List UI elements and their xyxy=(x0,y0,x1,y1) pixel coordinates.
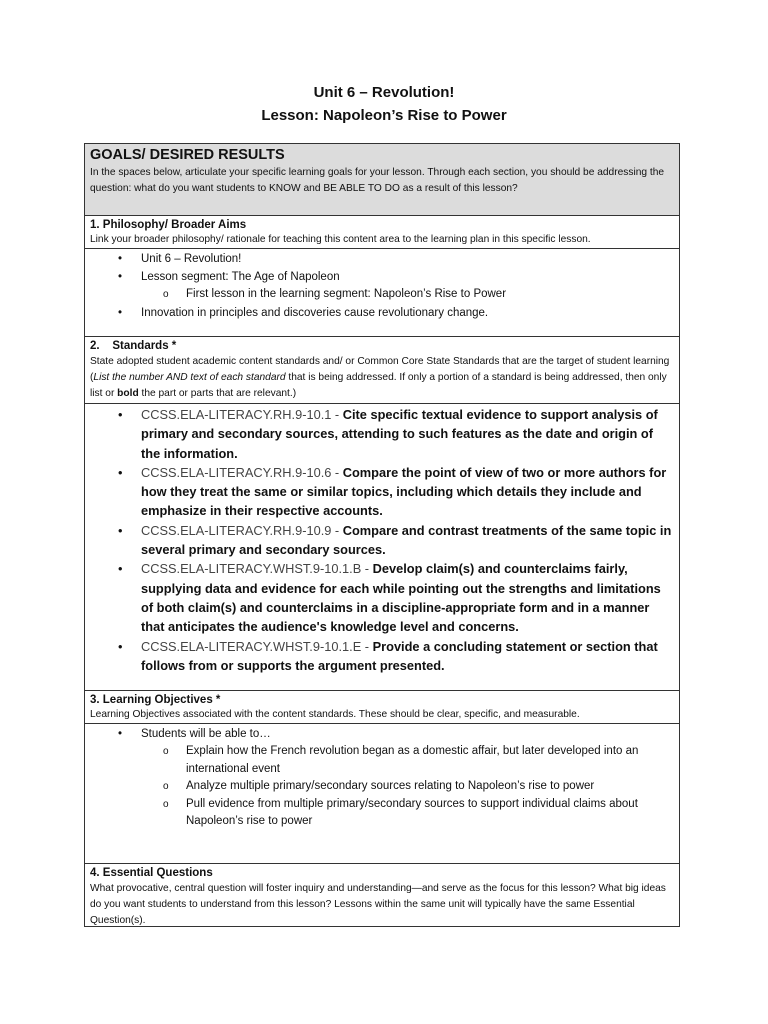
sub-list-item: o Pull evidence from multiple primary/secondary sources to support individual claims about Napoleon’s rise to power xyxy=(141,796,674,831)
list-item-text: Students will be able to… xyxy=(141,728,271,740)
lesson-title: Lesson: Napoleon’s Rise to Power xyxy=(261,107,507,124)
philosophy-content xyxy=(85,248,679,336)
standard-code: CCSS.ELA-LITERACY.WHST.9-10.1.E xyxy=(141,638,362,654)
philosophy-heading: 1. Philosophy/ Broader Aims xyxy=(90,219,247,231)
essential-questions-heading: 4. Essential Questions xyxy=(90,867,213,879)
standards-content xyxy=(85,403,679,690)
standard-item: • CCSS.ELA-LITERACY.RH.9-10.1 - Cite specific textual evidence to support analysis of primary and secondary sources, attending to such features as the date and origin of the information. xyxy=(90,405,674,463)
standard-item: • CCSS.ELA-LITERACY.WHST.9-10.1.B - Develop claim(s) and counterclaims fairly, supplying data and evidence for each while pointing out the strengths and limitations of both claim(s) and counterclaims in a discipline-appropriate form and in a manner that anticipates the audience's knowledge level and concerns. xyxy=(90,559,674,636)
sub-list-item: o First lesson in the learning segment: Napoleon’s Rise to Power xyxy=(141,286,674,304)
objectives-description: Learning Objectives associated with the content standards. These should be clear, specific, and measurable. xyxy=(90,709,580,720)
essential-questions-description: What provocative, central question will foster inquiry and understanding—and serve as the focus for this lesson? What big ideas do you want students to understand from this lesson? Lessons within the same unit will typically have the same Essential Question(s). xyxy=(90,883,666,926)
goals-heading: GOALS/ DESIRED RESULTS xyxy=(90,147,285,163)
standard-text: Develop claim(s) and counterclaims fairly, supplying data and evidence for each while pointing out the strengths and limitations of both claim(s) and counterclaims in a discipline-appropriate form and in a manner that anticipates the audience's knowledge level and concerns. xyxy=(141,561,661,635)
objectives-header xyxy=(85,690,679,723)
standard-text: Compare the point of view of two or more authors for how they treat the same or similar topics, including which details they include and emphasize in their respective accounts. xyxy=(141,464,667,519)
sub-list-item: o Explain how the French revolution began as a domestic affair, but later developed into an international event xyxy=(141,743,674,778)
standard-text: Provide a concluding statement or section that follows from or supports the argument presented. xyxy=(141,638,658,673)
standards-list xyxy=(90,405,674,675)
standard-code: CCSS.ELA-LITERACY.RH.9-10.9 xyxy=(141,522,332,538)
list-item-text: Lesson segment: The Age of Napoleon xyxy=(141,271,340,283)
standard-code: CCSS.ELA-LITERACY.WHST.9-10.1.B xyxy=(141,561,362,577)
list-item xyxy=(90,268,674,304)
standard-item: • CCSS.ELA-LITERACY.WHST.9-10.1.E - Provide a concluding statement or section that follows from or supports the argument presented. xyxy=(90,637,674,676)
objectives-heading: 3. Learning Objectives * xyxy=(90,694,221,706)
standards-header xyxy=(85,336,679,403)
standard-code: CCSS.ELA-LITERACY.RH.9-10.1 xyxy=(141,407,332,422)
page-title: Unit 6 – Revolution! xyxy=(313,84,455,101)
philosophy-header xyxy=(85,215,679,248)
list-item: • Innovation in principles and discoveries cause revolutionary change. xyxy=(90,304,674,322)
list-item: • Unit 6 – Revolution! xyxy=(90,250,674,268)
standard-item: • CCSS.ELA-LITERACY.RH.9-10.6 - Compare the point of view of two or more authors for how they treat the same or similar topics, including which details they include and emphasize in their respective accounts. xyxy=(90,463,674,521)
standard-text: Compare and contrast treatments of the same topic in several primary and secondary sources. xyxy=(141,522,672,558)
standard-text: Cite specific textual evidence to support analysis of primary and secondary sources, attending to such features as the date and origin of the information. xyxy=(141,407,658,461)
standard-item: • CCSS.ELA-LITERACY.RH.9-10.9 - Compare and contrast treatments of the same topic in several primary and secondary sources. xyxy=(90,521,674,560)
goals-description: In the spaces below, articulate your specific learning goals for your lesson. Through each section, you should be addressing the question: what do you want students to KNOW and BE ABLE TO DO as a result of this lesson? xyxy=(90,167,665,194)
philosophy-description: Link your broader philosophy/ rationale for teaching this content area to the learning plan in this specific lesson. xyxy=(90,234,591,245)
lesson-plan-table xyxy=(84,143,680,927)
standard-code: CCSS.ELA-LITERACY.RH.9-10.6 xyxy=(141,464,332,480)
goals-section xyxy=(85,143,679,215)
list-item xyxy=(90,725,674,831)
objectives-content xyxy=(85,723,679,863)
standards-heading: 2. Standards * xyxy=(90,340,177,352)
sub-list-item: o Analyze multiple primary/secondary sources relating to Napoleon’s rise to power xyxy=(141,778,674,796)
essential-questions-section xyxy=(85,863,679,927)
standards-description: State adopted student academic content standards and/ or Common Core State Standards that are the target of student learning (List the number AND text of each standard that is being addressed. If only a portion of a standard is being addressed, then only list or bold the part or parts that are relevant.) xyxy=(90,356,670,399)
